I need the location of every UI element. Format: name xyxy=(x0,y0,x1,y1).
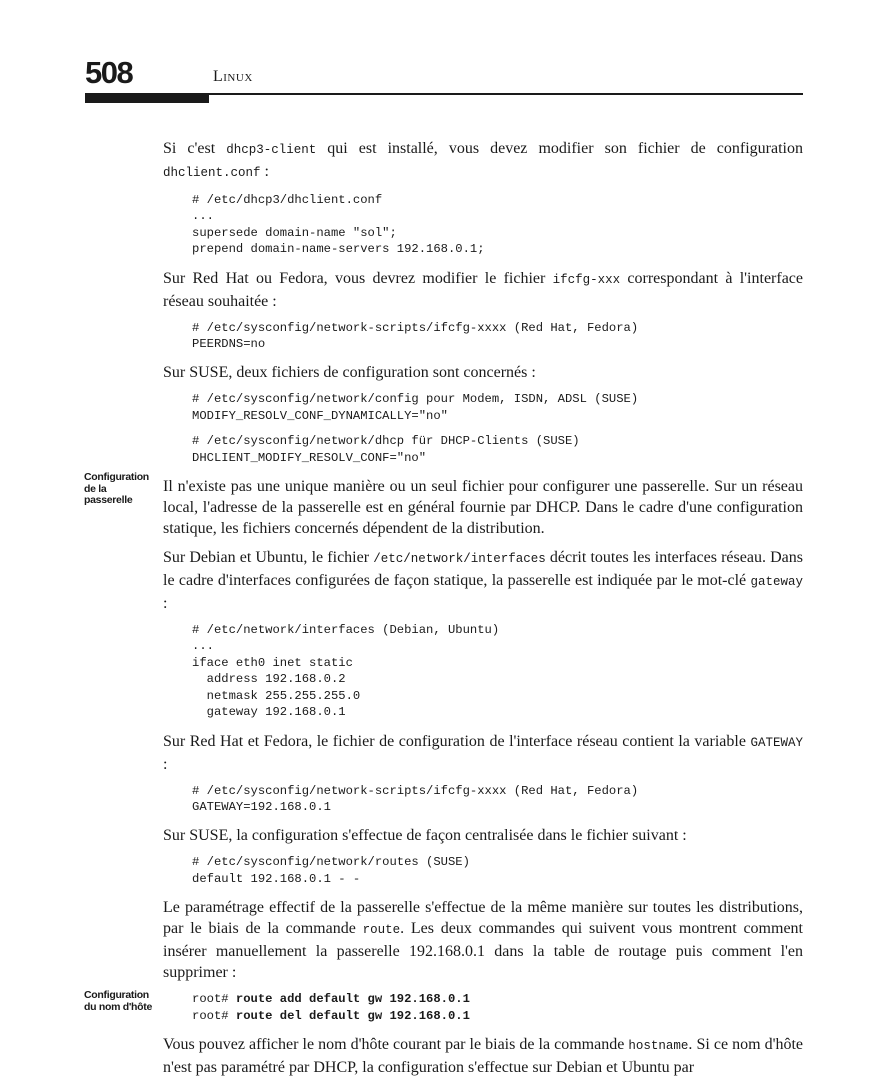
running-title: Linux xyxy=(213,68,253,85)
paragraph-hostname: Vous pouvez afficher le nom d'hôte courant par le biais de la commande hostname. Si ce nom d'hôte n'est pas paramétré par DHCP, la configuration s'effectue sur Debian et Ubuntu par xyxy=(163,1035,804,1076)
paragraph-gateway-intro: Il n'existe pas une unique manière ou un seul fichier pour configurer une passerelle. Sur un réseau local, l'adresse de la passerelle est en général fournie par DHCP. Dans le cadre d'une configuration statique, les fichiers concernés dépendent de la distribution. xyxy=(163,478,803,538)
paragraph-route-command: Le paramétrage effectif de la passerelle s'effectue de la même manière sur toutes les distributions, par le biais de la commande route. Les deux commandes qui suivent vous montrent comment insérer manuellement la passerelle 192.168.0.1 dans la table de routage puis comment l'en supprimer : xyxy=(163,899,803,982)
page-number: 508 xyxy=(85,55,133,90)
code-interfaces: # /etc/network/interfaces (Debian, Ubuntu) ... iface eth0 inet static address 192.168.0.2 netmask 255.255.255.0 gateway 192.168.0.1 xyxy=(192,623,500,720)
page-body xyxy=(163,138,803,1086)
code-suse-config: # /etc/sysconfig/network/config pour Modem, ISDN, ADSL (SUSE) MODIFY_RESOLV_CONF_DYNAMICALLY="no" # /etc/sysconfig/network/dhcp für DHCP-Clients (SUSE) DHCLIENT_MODIFY_RESOLV_CONF="no" xyxy=(192,392,639,465)
margin-note-hostname: Configuration du nom d'hôte xyxy=(84,989,153,1013)
margin-note-gateway: Configuration de la passerelle xyxy=(84,471,149,506)
code-gateway-var: # /etc/sysconfig/network-scripts/ifcfg-xxxx (Red Hat, Fedora) GATEWAY=192.168.0.1 xyxy=(192,783,639,814)
code-dhclient: # /etc/dhcp3/dhclient.conf ... supersede domain-name "sol"; prepend domain-name-servers 192.168.0.1; xyxy=(192,193,485,257)
paragraph-debian-interfaces: Sur Debian et Ubuntu, le fichier /etc/network/interfaces décrit toutes les interfaces réseau. Dans le cadre d'interfaces configurées de façon statique, la passerelle est indiquée par le mot-clé gateway : xyxy=(163,549,803,613)
code-peerdns: # /etc/sysconfig/network-scripts/ifcfg-xxxx (Red Hat, Fedora) PEERDNS=no xyxy=(192,320,639,352)
paragraph-redhat-gateway: Sur Red Hat et Fedora, le fichier de configuration de l'interface réseau contient la variable GATEWAY : xyxy=(163,732,803,773)
paragraph-suse-files: Sur SUSE, deux fichiers de configuration sont concernés : xyxy=(163,364,536,382)
header-rule-accent xyxy=(85,95,209,103)
code-route-commands: root# route add default gw 192.168.0.1 root# route del default gw 192.168.0.1 xyxy=(192,992,470,1023)
paragraph-dhcp3: Si c'est dhcp3-client qui est installé, vous devez modifier son fichier de configuration dhclient.conf : xyxy=(163,140,804,180)
code-routes: # /etc/sysconfig/network/routes (SUSE) default 192.168.0.1 - - xyxy=(192,855,470,886)
paragraph-redhat-ifcfg: Sur Red Hat ou Fedora, vous devrez modifier le fichier ifcfg-xxx correspondant à l'interface réseau souhaitée : xyxy=(163,269,804,310)
page-header xyxy=(85,56,803,106)
paragraph-suse-routes: Sur SUSE, la configuration s'effectue de façon centralisée dans le fichier suivant : xyxy=(163,827,687,845)
